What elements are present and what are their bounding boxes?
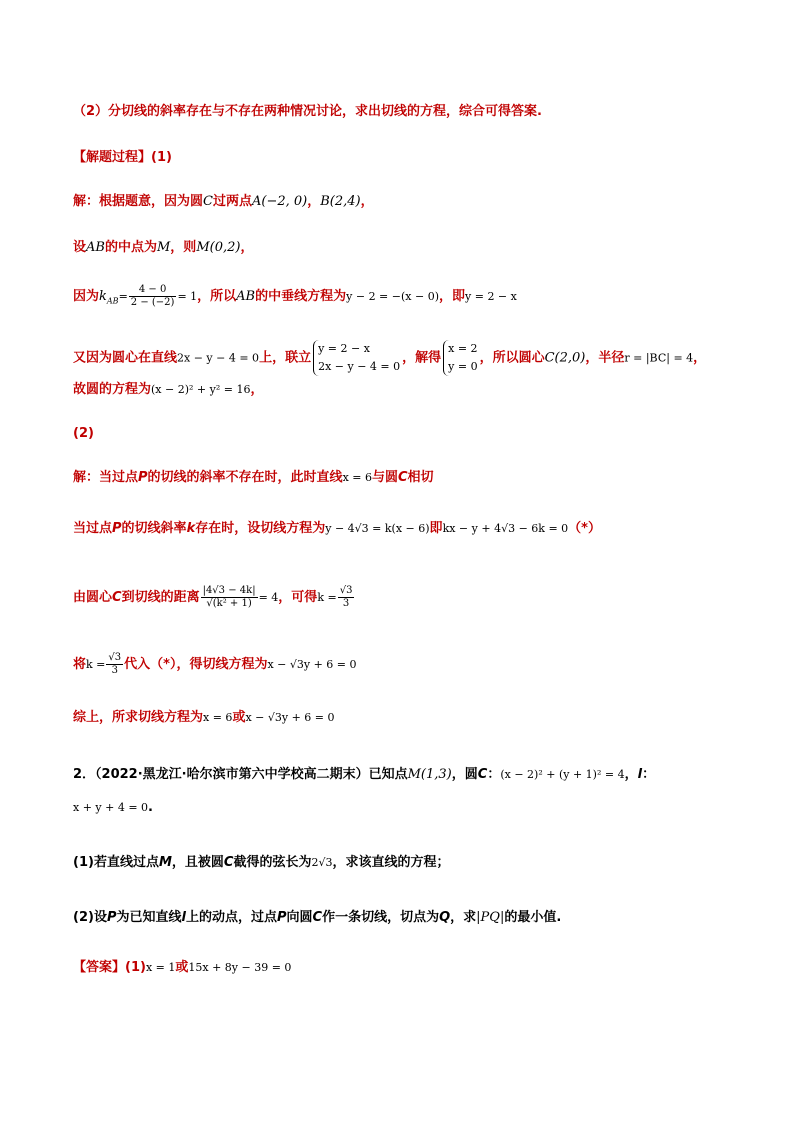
point-b: B(2,4): [320, 194, 361, 209]
math: x = 6: [342, 471, 372, 484]
question2-line2: [73, 798, 153, 818]
text: 相切: [407, 470, 434, 485]
text: ，则: [170, 240, 197, 255]
answer-eq1: x = 1: [145, 961, 176, 974]
point-p: P: [276, 910, 287, 925]
math: AB: [236, 289, 256, 304]
p1-line5: [73, 380, 263, 400]
text: ，: [307, 194, 321, 209]
text: ，所以圆心: [479, 350, 545, 366]
solution-system: [443, 340, 477, 376]
text: 上，联立: [259, 350, 312, 366]
p2-line4: [73, 652, 357, 677]
tangent-equation: x − √3y + 6 = 0: [267, 658, 357, 671]
text: 由圆心: [73, 590, 113, 605]
math: 2x − y − 4 = 0: [177, 351, 260, 365]
circle-center: C(2,0): [544, 350, 586, 366]
text: 存在时，设切线方程为: [195, 521, 326, 536]
p1-line3: [73, 284, 517, 312]
point-a: A(−2, 0): [251, 194, 308, 209]
question-source: （2022·黑龙江·哈尔滨市第六中学校高二期末）: [95, 767, 369, 782]
text: .: [148, 800, 153, 815]
point-p: P: [112, 521, 122, 536]
math: =: [118, 290, 128, 303]
text: 将: [73, 657, 87, 672]
text: 故圆的方程为: [73, 382, 152, 397]
text: ，圆: [451, 767, 478, 782]
text: 为已知直线: [116, 910, 182, 925]
text: ，: [360, 194, 374, 209]
math: k =: [317, 591, 337, 604]
point-m: M: [158, 855, 172, 870]
tangent-eq: y − 4√3 = k(x − 6): [325, 522, 430, 535]
text: ，即: [439, 289, 466, 304]
point-m: M(1,3): [407, 767, 452, 782]
text: 作一条切线，切点为: [322, 910, 440, 925]
text: 若直线过点: [93, 855, 159, 870]
p1-line2: [73, 238, 253, 258]
system-eq1: y = 2 − x: [318, 342, 370, 355]
answer-label: 【答案】: [73, 960, 126, 975]
p2-line5: [73, 708, 335, 728]
question-number: 2．: [73, 767, 96, 782]
line-l: l: [637, 767, 643, 782]
circle-equation: (x − 2)² + y² = 16: [151, 383, 251, 396]
p2-line2: [73, 519, 601, 539]
circle-radius: r = |BC| = 4: [624, 351, 694, 365]
text: 当过点: [73, 521, 113, 536]
answer-part: (1): [125, 960, 146, 975]
text: 设: [73, 240, 87, 255]
p1-line1: [73, 192, 374, 212]
text: 解：根据题意，因为圆: [73, 194, 204, 209]
part1-label: (1): [151, 150, 172, 165]
denominator: 2 − (−2): [130, 297, 175, 308]
equation-system: [313, 340, 400, 376]
text: 综上，所求切线方程为: [73, 710, 204, 725]
slope-k: k: [186, 521, 196, 536]
circle-c: C: [223, 855, 234, 870]
text: 到切线的距离: [121, 590, 200, 605]
point-p: P: [138, 470, 148, 485]
denominator: 3: [342, 598, 350, 609]
text: ，可得: [278, 590, 318, 605]
line-equation: x + y + 4 = 0: [73, 801, 149, 814]
math: AB: [86, 240, 105, 255]
text: ：: [642, 767, 656, 782]
text: ，: [250, 382, 264, 397]
system-eq2: 2x − y − 4 = 0: [318, 360, 401, 373]
text: 的最小值.: [504, 910, 562, 925]
text: ，且被圆: [171, 855, 224, 870]
part2-label: (2): [73, 426, 94, 441]
math: M: [156, 240, 171, 255]
text: 或: [175, 960, 189, 975]
tangent-eq-general: kx − y + 4√3 − 6k = 0: [442, 522, 569, 535]
line-l: l: [181, 910, 186, 925]
text: 的中垂线方程为: [255, 289, 347, 304]
numerator: √3: [108, 652, 122, 663]
math: x = 6: [203, 711, 233, 724]
part-label: (2): [73, 910, 94, 925]
text: 的切线斜率: [121, 521, 187, 536]
text: ：: [487, 767, 501, 782]
circle-equation: (x − 2)² + (y + 1)² = 4: [500, 768, 625, 781]
text: ，半径: [585, 350, 625, 366]
circle-c: C: [477, 767, 488, 782]
text: 的中点为: [104, 240, 157, 255]
answer-line: [73, 958, 291, 978]
text: 代入（*），得切线方程为: [124, 657, 268, 672]
p2-line1: [73, 468, 434, 488]
bisector-eq-simplified: y = 2 − x: [465, 290, 517, 303]
midpoint: M(0,2): [196, 240, 241, 255]
text: 过两点: [212, 194, 252, 209]
math: C: [203, 194, 213, 209]
math: x − √3y + 6 = 0: [245, 711, 335, 724]
text: 或: [232, 710, 246, 725]
k-fraction: [338, 585, 355, 610]
circle-c: C: [398, 470, 408, 485]
text: ，求: [450, 910, 477, 925]
text: ，: [624, 767, 638, 782]
part-label: (1): [73, 855, 94, 870]
answer-eq2: 15x + 8y − 39 = 0: [188, 961, 292, 974]
text: 截得的弦长为: [233, 855, 312, 870]
segment-pq: |PQ|: [476, 910, 505, 925]
text: 即: [429, 521, 443, 536]
numerator: |4√3 − 4k|: [202, 585, 256, 596]
text: ，: [240, 240, 254, 255]
math: k =: [86, 658, 106, 671]
denominator: 3: [111, 665, 118, 676]
circle-c: C: [312, 910, 323, 925]
denominator: √(k² + 1): [206, 598, 252, 609]
solution-label: 【解题过程】: [73, 150, 152, 165]
question2-part1: [73, 853, 450, 873]
p1-line4: [73, 340, 706, 376]
question2-part2: [73, 908, 561, 928]
text: ，解得: [402, 350, 442, 366]
circle-c: C: [112, 590, 122, 605]
text: 设: [93, 910, 107, 925]
text: ，求该直线的方程；: [332, 855, 450, 870]
distance-fraction: [201, 585, 258, 610]
slope-k: k: [99, 289, 107, 304]
slope-subscript: AB: [106, 296, 119, 306]
text: ，: [693, 350, 707, 366]
text: 的切线的斜率不存在时，此时直线: [147, 470, 343, 485]
math: = 1: [177, 290, 198, 303]
text: 已知点: [368, 767, 408, 782]
bisector-eq: y − 2 = −(x − 0): [346, 290, 439, 303]
math: = 4: [258, 591, 279, 604]
numerator: √3: [339, 585, 353, 596]
numerator: 4 − 0: [129, 284, 177, 297]
p2-line3: [73, 585, 355, 610]
solution-y: y = 0: [448, 360, 478, 373]
point-p: P: [106, 910, 117, 925]
text: ，所以: [197, 289, 237, 304]
question2-line1: [73, 765, 655, 785]
text: 因为: [73, 289, 100, 304]
point-q: Q: [439, 910, 451, 925]
text: 向圆: [286, 910, 313, 925]
text: 与圆: [371, 470, 398, 485]
text: 又因为圆心在直线: [73, 350, 178, 366]
text: 解：当过点: [73, 470, 139, 485]
solution-heading: [73, 148, 172, 168]
hint-part2: （2）分切线的斜率存在与不存在两种情况讨论，求出切线的方程，综合可得答案.: [73, 104, 542, 119]
chord-length: 2√3: [311, 856, 333, 869]
slope-fraction: [129, 284, 177, 309]
text: 上的动点，过点: [185, 910, 277, 925]
solution-x: x = 2: [448, 342, 478, 355]
k-fraction: [106, 652, 123, 677]
text: （*）: [568, 521, 601, 536]
